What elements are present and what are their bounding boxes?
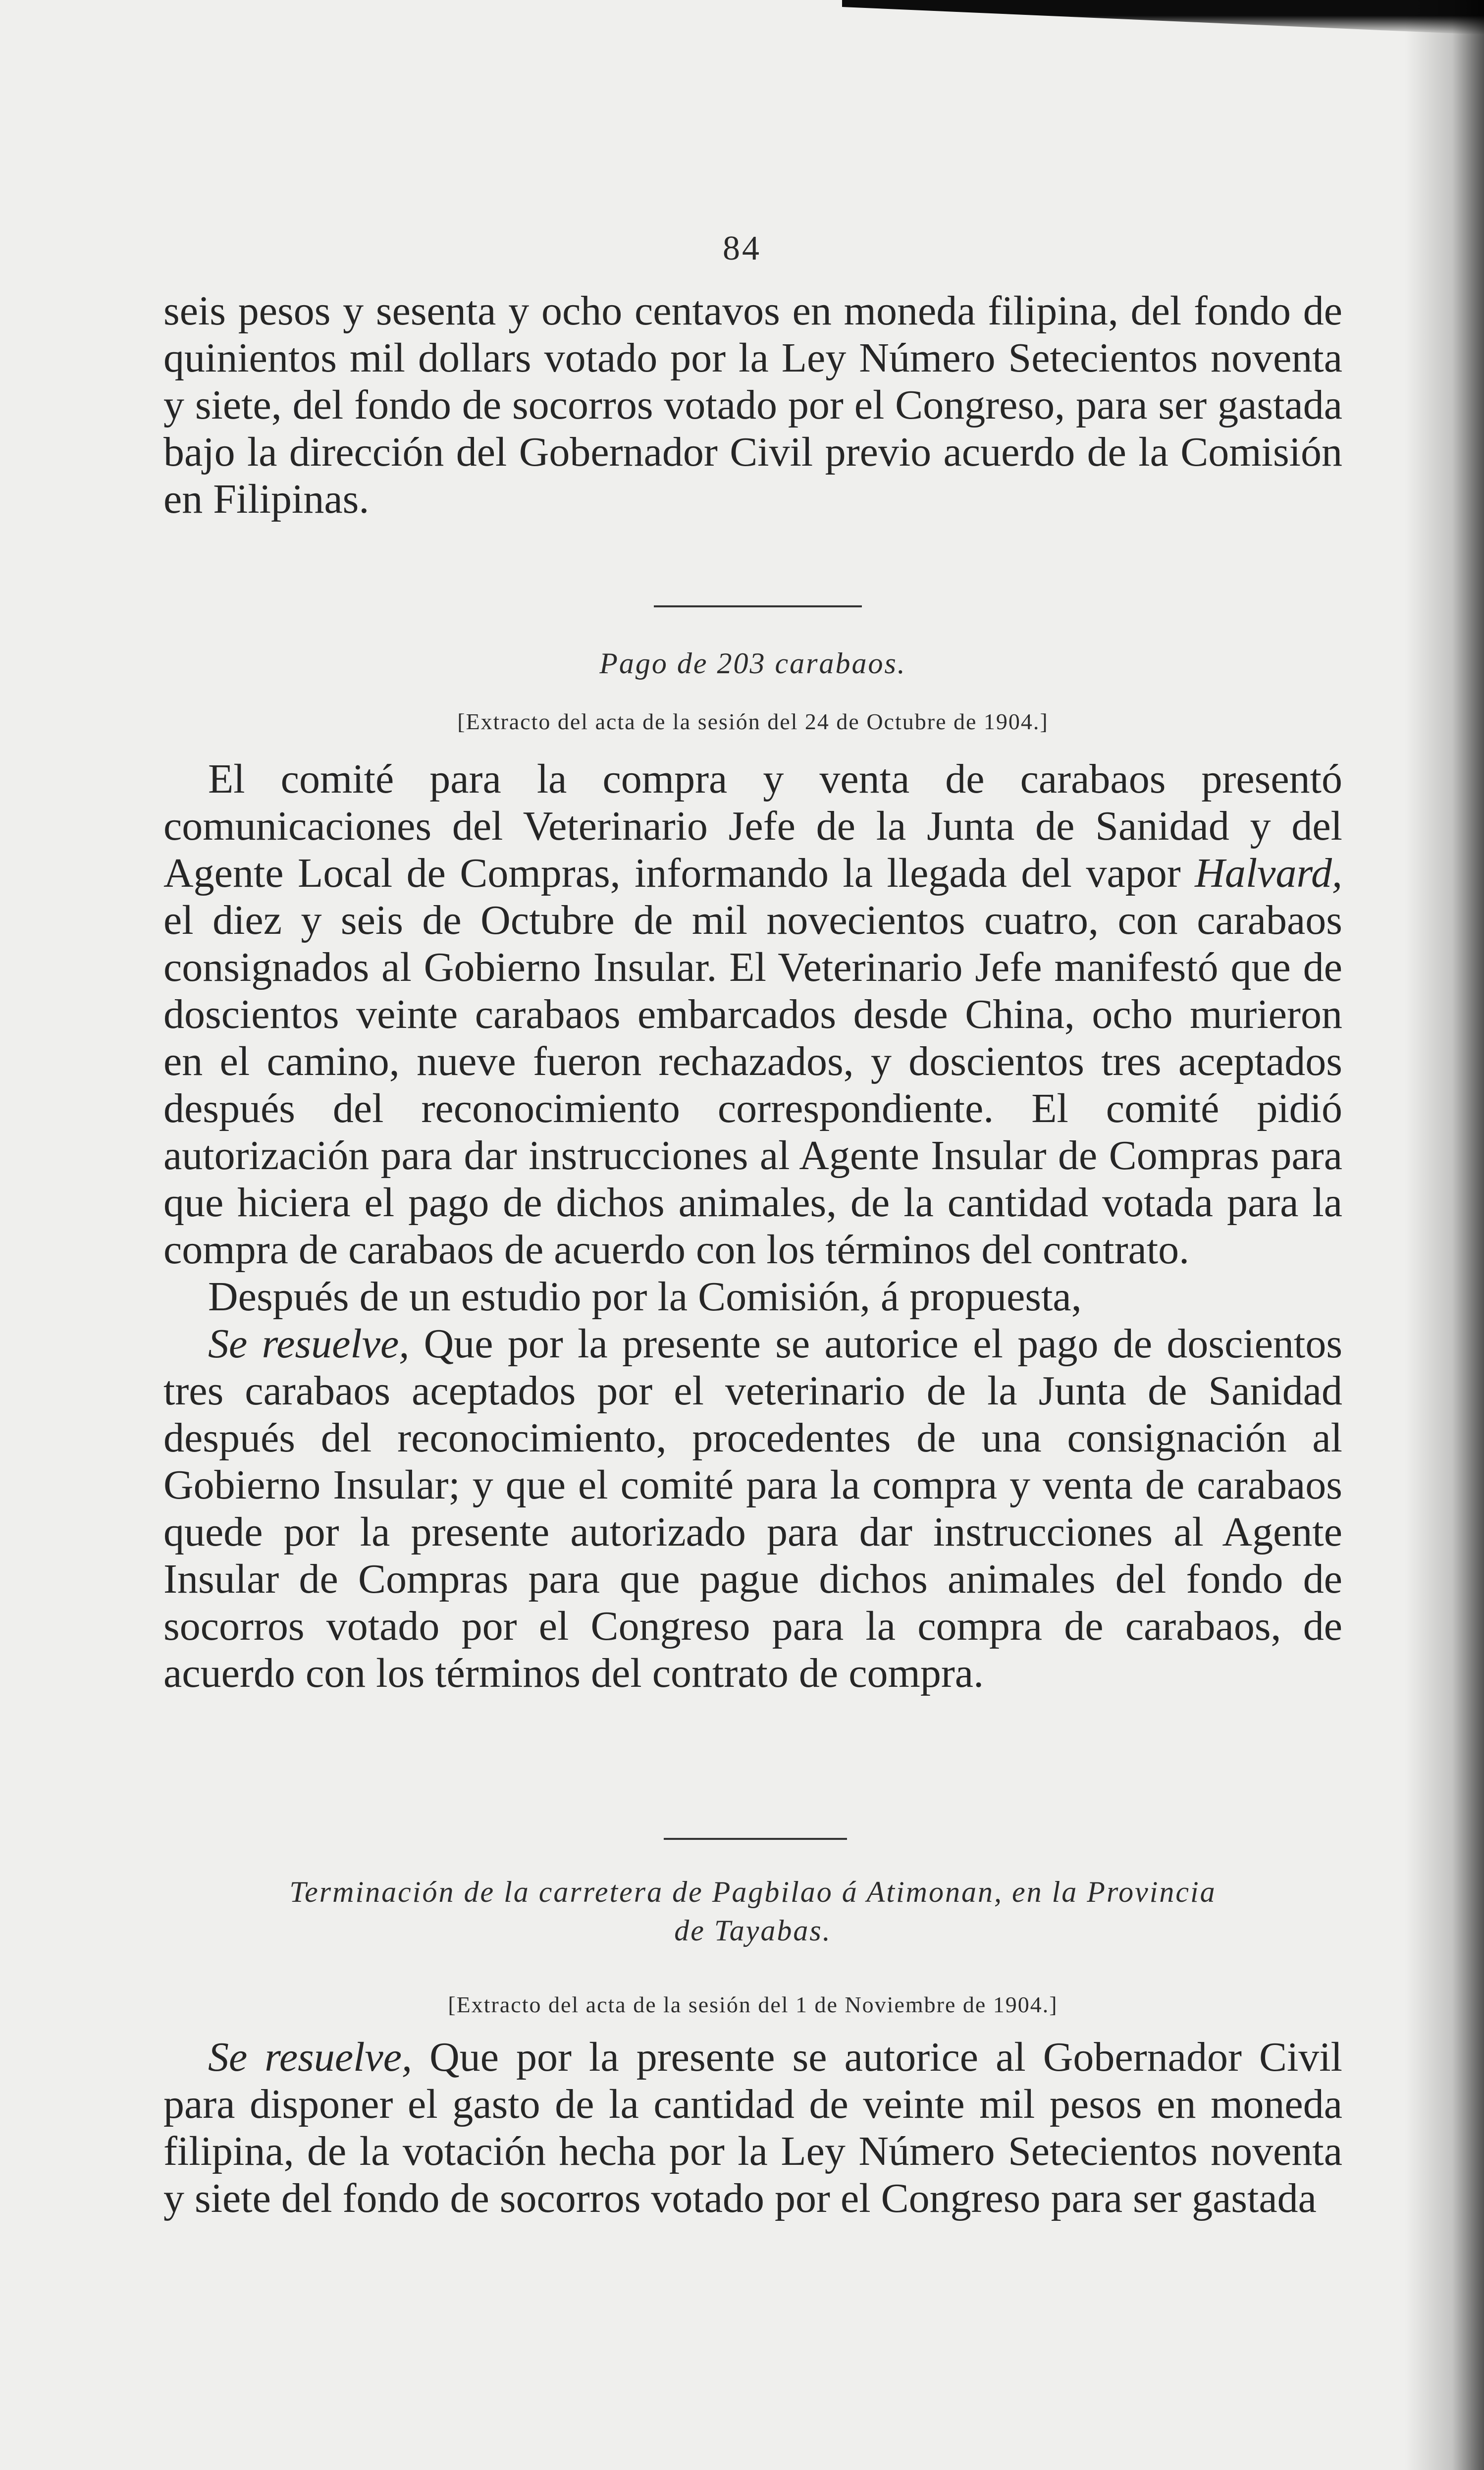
section1-paragraph3 (163, 1320, 1342, 1697)
section1-paragraph1-rest: el diez y seis de Octubre de mil novecientos cuatro, con carabaos consignados al Gobierno Insular. El Veterinario Jefe manifestó que de doscientos veinte carabaos embarcados desde China, ocho murieron en el camino, nueve fueron rechazados, y doscientos tres aceptados después del reconocimiento correspondiente. El comité pidió autorización para dar instrucciones al Agente Insular de Compras para que hiciera el pago de dichos animales, de la cantidad votada para la compra de carabaos de acuerdo con los términos del contrato. (163, 897, 1342, 1273)
section1-paragraph2: Después de un estudio por la Comisión, á propuesta, (208, 1274, 1082, 1320)
section1-body (163, 755, 1342, 1697)
section-divider-1 (654, 605, 862, 607)
scan-top-shadow (842, 0, 1484, 35)
section2-title-line1: Terminación de la carretera de Pagbilao á Atimonan, en la Provincia (289, 1876, 1217, 1908)
section1-extract-note: [Extracto del acta de la sesión del 24 de Octubre de 1904.] (457, 709, 1049, 734)
section2-resolve-label: Se resuelve, (208, 2034, 413, 2080)
section-divider-2 (664, 1838, 847, 1840)
section1-paragraph1 (163, 755, 1342, 1273)
scan-right-shadow (1405, 0, 1484, 2470)
section1-title: Pago de 203 carabaos. (599, 647, 906, 680)
section1-paragraph1-start: El comité para la compra y venta de carabaos presentó comunicaciones del Veterinario Jefe de la Junta de Sanidad y del Agente Local de Compras, informando la llegada del vapor (163, 756, 1342, 896)
top-continuation-block (163, 287, 1342, 523)
section2-extract-note: [Extracto del acta de la sesión del 1 de Noviembre de 1904.] (448, 1992, 1058, 2017)
section2-body (163, 2034, 1342, 2222)
top-continuation-paragraph: seis pesos y sesenta y ocho centavos en moneda filipina, del fondo de quinientos mil dollars votado por la Ley Número Setecientos noventa y siete, del fondo de socorros votado por el Congreso, para ser gastada bajo la dirección del Gobernador Civil previo acuerdo de la Comisión en Filipinas. (163, 288, 1342, 522)
section2-title (163, 1873, 1342, 1950)
vessel-name: Halvard, (1195, 850, 1343, 896)
section2-paragraph1 (163, 2034, 1342, 2222)
section2-resolution-text: Que por la presente se autorice al Gobernador Civil para disponer el gasto de la cantidad de veinte mil pesos en moneda filipina, de la votación hecha por la Ley Número Setecientos noventa y siete del fondo de socorros votado por el Congreso para ser gastada (163, 2034, 1342, 2221)
section1-resolve-label: Se resuelve, (208, 1321, 410, 1367)
section1-resolution-text: Que por la presente se autorice el pago de doscientos tres carabaos aceptados por el veterinario de la Junta de Sanidad después del reconocimiento, procedentes de una consignación al Gobierno Insular; y que el comité para la compra y venta de carabaos quede por la presente autorizado para dar instrucciones al Agente Insular de Compras para que pague dichos animales del fondo de socorros votado por el Congreso para la compra de carabaos, de acuerdo con los términos del contrato de compra. (163, 1321, 1343, 1696)
page-number: 84 (723, 229, 761, 268)
section2-title-line2: de Tayabas. (674, 1914, 832, 1947)
